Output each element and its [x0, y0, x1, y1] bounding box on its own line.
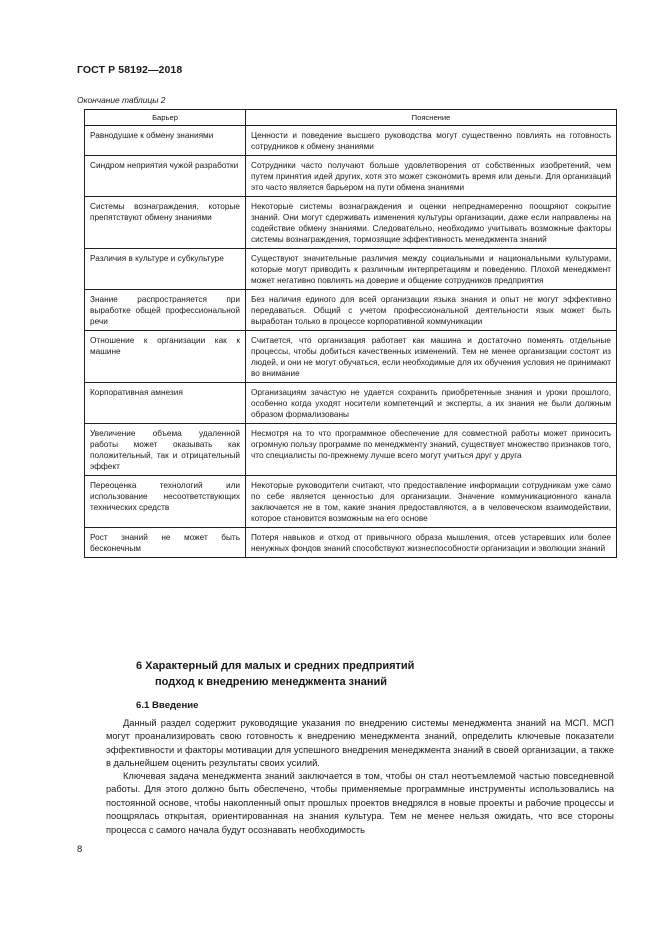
table-row: [85, 476, 617, 528]
page-number: 8: [77, 844, 83, 855]
explanation-cell: Несмотря на то что программное обеспечение для совместной работы может приносить огромную пользу программе по менеджменту знаний, существует множество признаков того, что специалисты по-прежнему лучше всего могут учиться друг у друга: [246, 424, 617, 476]
body-paragraph: Ключевая задача менеджмента знаний заключается в том, чтобы он стал неотъемлемой частью повседневной работы. Для этого должно быть обеспечено, чтобы применяемые программные инструменты использовались на постоянной основе, чтобы накопленный опыт прошлых проектов внедрялся в новые проекты и рабочие процессы и поощрялась открытая, ориентированная на знания культура. Тем не менее нельзя ожидать, что все стороны процесса с самого начала будут осознавать необходимость: [106, 771, 614, 835]
explanation-cell: Некоторые системы вознаграждения и оценки непреднамеренно поощряют сокрытие знаний. Они могут сдерживать изменения культуры организации, даже если направлены на содействие обмену знаниями. Следовательно, необходимо учитывать возможные факторы системы вознаграждения, тормозящие эффективность менеджмента знаний: [246, 197, 617, 249]
table-row: [85, 156, 617, 197]
explanation-cell: Некоторые руководители считают, что предоставление информации сотрудникам уже само по себе является ценностью для организации. Значение коммуникационного канала заключается не в том, какие знания предоставляются, а в человеческом взаимодействии, которое становится возможным на его основе: [246, 476, 617, 528]
explanation-cell: Организациям зачастую не удается сохранить приобретенные знания и уроки прошлого, особенно когда уходят носители компетенций и эксперты, а их знания не были должным образом формализованы: [246, 383, 617, 424]
barrier-cell: Знание распространяется при выработке общей профессиональной речи: [85, 290, 246, 331]
barrier-cell: Системы вознаграждения, которые препятствуют обмену знаниями: [85, 197, 246, 249]
explanation-cell: Считается, что организация работает как машина и достаточно поменять отдельные процессы, чтобы добиться качественных изменений. Тем не менее организации состоят из людей, и они не могут обучаться, если необходимые для их обучения условия не принимают во внимание: [246, 331, 617, 383]
explanation-cell: Потеря навыков и отход от привычного образа мышления, отсев устаревших или более ненужных фондов знаний способствуют жизнеспособности организации и эволюции знаний: [246, 528, 617, 558]
table-row: [85, 331, 617, 383]
table-caption: Окончание таблицы 2: [77, 95, 166, 105]
section-title-line: подход к внедрению менеджмента знаний: [155, 676, 388, 688]
body-paragraph: Данный раздел содержит руководящие указания по внедрению системы менеджмента знаний на МСП. МСП могут проанализировать свою готовность к внедрению менеджмента знаний, определить ключевые показатели эффективности и факторы мотивации для успешного внедрения менеджмента знаний в своей организации, а также в дальнейшем оценить результаты своих усилий.: [106, 718, 614, 769]
barrier-cell: Различия в культуре и субкультуре: [85, 249, 246, 290]
explanation-cell: Сотрудники часто получают больше удовлетворения от собственных изобретений, чем путем принятия идей других, хотя это может сэкономить время или деньги. Для организаций это часто является барьером на пути обмена знаниями: [246, 156, 617, 197]
barrier-cell: Рост знаний не может быть бесконечным: [85, 528, 246, 558]
table-row: [85, 249, 617, 290]
table-row: [85, 197, 617, 249]
table-header-row: [85, 110, 617, 126]
table-row: [85, 126, 617, 156]
section-title: [136, 658, 414, 690]
barrier-cell: Отношение к организации как к машине: [85, 331, 246, 383]
table-row: [85, 528, 617, 558]
barrier-cell: Увеличение объема удаленной работы может оказывать как положительный, так и отрицательный эффект: [85, 424, 246, 476]
subsection-title: 6.1 Введение: [136, 700, 199, 711]
column-header-barrier: Барьер: [85, 110, 246, 126]
section-title-line: 6 Характерный для малых и средних предприятий: [136, 660, 415, 672]
column-header-explanation: Пояснение: [246, 110, 617, 126]
barrier-cell: Переоценка технологий или использование несоответствующих технических средств: [85, 476, 246, 528]
table-row: [85, 424, 617, 476]
standard-header: ГОСТ Р 58192—2018: [77, 64, 183, 76]
barrier-cell: Корпоративная амнезия: [85, 383, 246, 424]
explanation-cell: Без наличия единого для всей организации языка знания и опыт не могут эффективно передаваться. Общий с учетом профессиональной деятельности язык может быть выработан только в процессе корпоративной коммуникации: [246, 290, 617, 331]
explanation-cell: Существуют значительные различия между социальными и национальными культурами, которые могут приводить к различным интерпретациям и поведению. Плохой менеджмент может негативно повлиять на доверие и общение сотрудников предприятия: [246, 249, 617, 290]
table-row: [85, 383, 617, 424]
barrier-cell: Равнодушие к обмену знаниями: [85, 126, 246, 156]
explanation-cell: Ценности и поведение высшего руководства могут существенно повлиять на готовность сотрудников к обмену знаниями: [246, 126, 617, 156]
barrier-cell: Синдром неприятия чужой разработки: [85, 156, 246, 197]
table-row: [85, 290, 617, 331]
barriers-table: [84, 109, 617, 558]
